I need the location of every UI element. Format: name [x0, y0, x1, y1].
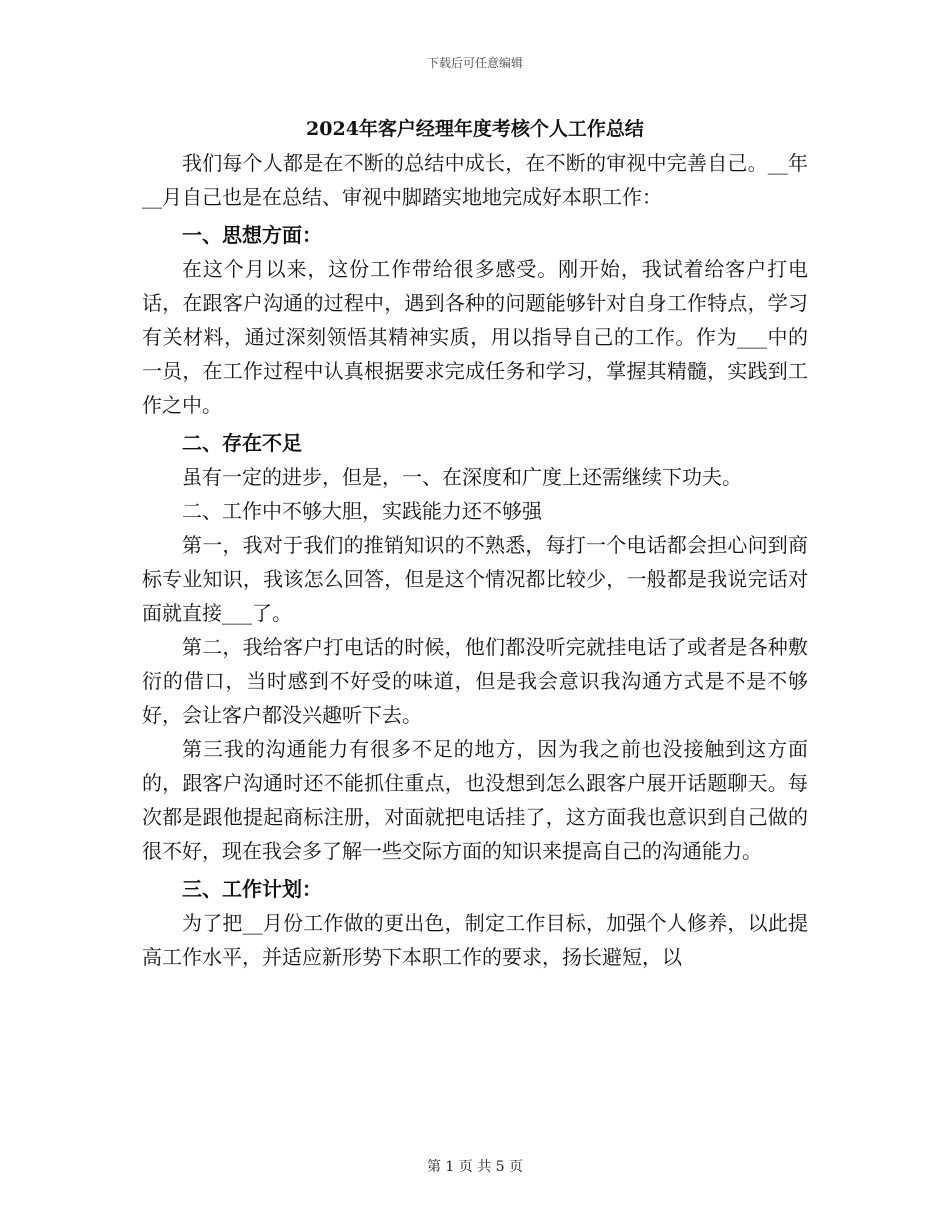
section-paragraph: 第一，我对于我们的推销知识的不熟悉，每打一个电话都会担心问到商标专业知识，我该怎么回答，但是这个情况都比较少，一般都是我说完话对面就直接___了。 [142, 533, 808, 625]
document-title: 2024年客户经理年度考核个人工作总结 [306, 118, 644, 140]
section-heading-plan: 三、工作计划： [182, 877, 322, 901]
document-body [142, 112, 808, 974]
section-paragraph: 虽有一定的进步，但是，一、在深度和广度上还需继续下功夫。 [182, 465, 742, 489]
section-heading-shortcomings: 二、存在不足 [182, 431, 302, 455]
section-paragraph: 在这个月以来，这份工作带给很多感受。刚开始，我试着给客户打电话，在跟客户沟通的过程中，遇到各种的问题能够针对自身工作特点，学习有关材料，通过深刻领悟其精神实质，用以指导自己的工作。作为___中的一员，在工作过程中认真根据要求完成任务和学习，掌握其精髓，实践到工作之中。 [142, 257, 808, 417]
header-note: 下载后可任意编辑 [426, 56, 523, 70]
section-paragraph: 为了把__月份工作做的更出色，制定工作目标，加强个人修养，以此提高工作水平，并适应新形势下本职工作的要求，扬长避短，以 [142, 911, 808, 969]
section-paragraph: 第三我的沟通能力有很多不足的地方，因为我之前也没接触到这方面的，跟客户沟通时还不能抓住重点，也没想到怎么跟客户展开话题聊天。每次都是跟他提起商标注册，对面就把电话挂了，这方面我也意识到自己做的很不好，现在我会多了解一些交际方面的知识来提高自己的沟通能力。 [142, 737, 808, 863]
intro-paragraph: 我们每个人都是在不断的总结中成长，在不断的审视中完善自己。__年__月自己也是在总结、审视中脚踏实地地完成好本职工作： [142, 151, 808, 209]
page-number-footer: 第 1 页 共 5 页 [426, 1159, 524, 1175]
section-paragraph: 第二，我给客户打电话的时候，他们都没听完就挂电话了或者是各种敷衍的借口，当时感到不好受的味道，但是我会意识我沟通方式是不是不够好，会让客户都没兴趣听下去。 [142, 635, 808, 727]
section-heading-thought: 一、思想方面： [182, 223, 322, 247]
section-paragraph: 二、工作中不够大胆，实践能力还不够强 [182, 499, 542, 523]
